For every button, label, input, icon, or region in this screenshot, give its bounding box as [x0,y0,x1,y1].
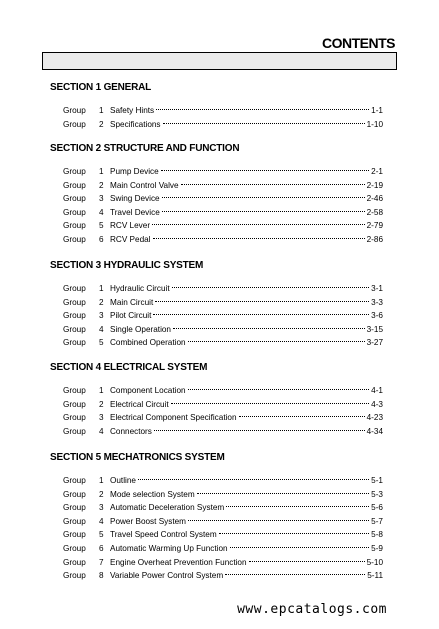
page-number: 1-1 [371,106,383,115]
group-word: Group [63,106,86,115]
group-word: Group [63,503,86,513]
toc-section [50,452,383,583]
dot-leader [239,416,365,417]
page-number: 4-34 [366,426,383,436]
group-number: 3 [99,194,104,204]
group-word: Group [63,476,86,485]
page-number: 5-10 [366,557,383,567]
group-word: Group [63,284,86,293]
group-number: 7 [99,557,104,567]
dot-leader [156,109,369,110]
dot-leader [155,301,369,302]
group-word: Group [63,489,86,499]
toc-entry[interactable] [50,233,383,247]
section-heading: SECTION 4 ELECTRICAL SYSTEM [50,362,208,373]
group-number: 2 [99,297,104,307]
entry-title: Connectors [110,426,152,436]
group-word: Group [63,167,86,176]
entry-title: Safety Hints [110,106,155,115]
group-word: Group [63,207,86,217]
group-word: Group [63,119,86,129]
dot-leader [162,211,365,212]
group-word: Group [63,180,86,190]
page-number: 1-10 [366,119,383,129]
group-word: Group [63,543,86,553]
group-word: Group [63,234,86,244]
entry-title: Hydraulic Circuit [110,284,170,293]
toc-entry[interactable] [50,474,383,488]
group-number: 4 [99,426,104,436]
page-number: 2-86 [366,234,383,244]
dot-leader [152,224,365,225]
dot-leader [171,403,369,404]
page-number: 3-15 [366,324,383,334]
group-number: 6 [99,234,104,244]
entry-title: Automatic Warming Up Function [110,543,228,553]
entry-title: Travel Device [110,207,160,217]
group-number: 4 [99,207,104,217]
entry-title: RCV Pedal [110,234,151,244]
page-number: 2-79 [366,221,383,231]
group-word: Group [63,386,86,395]
group-number: 3 [99,311,104,321]
group-number: 1 [99,476,104,485]
group-number: 3 [99,503,104,513]
page-number: 5-6 [371,503,383,513]
group-number: 5 [99,221,104,231]
entry-title: Electrical Component Specification [110,413,237,423]
toc-entry[interactable] [50,528,383,542]
group-word: Group [63,311,86,321]
dot-leader [225,574,365,575]
dot-leader [219,533,370,534]
group-word: Group [63,297,86,307]
group-number: 2 [99,180,104,190]
section-heading: SECTION 2 STRUCTURE AND FUNCTION [50,143,240,154]
page-number: 2-1 [371,167,383,176]
toc-entry[interactable] [50,501,383,515]
dot-leader [154,430,365,431]
dot-leader [153,238,365,239]
group-word: Group [63,338,86,348]
toc-entry[interactable] [50,282,383,296]
toc-entry[interactable] [50,323,383,337]
group-word: Group [63,399,86,409]
entry-title: RCV Lever [110,221,151,231]
section-heading: SECTION 3 HYDRAULIC SYSTEM [50,260,204,271]
dot-leader [249,561,365,562]
section-heading: SECTION 5 MECHATRONICS SYSTEM [50,452,225,463]
toc-entry[interactable] [50,515,383,529]
group-number: 8 [99,571,104,581]
toc-entry[interactable] [50,556,383,570]
toc-entry[interactable] [50,542,383,556]
page-title: CONTENTS [322,35,395,51]
entry-title: Power Boost System [110,516,186,526]
page-number: 5-7 [371,516,383,526]
group-word: Group [63,194,86,204]
group-word: Group [63,530,86,540]
entry-title: Electrical Circuit [110,399,169,409]
group-word: Group [63,516,86,526]
page-number: 2-19 [366,180,383,190]
toc-entry[interactable] [50,488,383,502]
dot-leader [173,328,365,329]
toc-entry[interactable] [50,569,383,583]
page-number: 5-11 [367,571,383,581]
toc-section [50,362,383,438]
group-number: 6 [99,543,104,553]
toc-entry[interactable] [50,206,383,220]
page-number: 5-8 [371,530,383,540]
group-number: 5 [99,338,104,348]
toc-entry[interactable] [50,398,383,412]
toc-entry[interactable] [50,192,383,206]
section-heading: SECTION 1 GENERAL [50,82,152,93]
entry-title: Variable Power Control System [110,571,224,581]
group-number: 2 [99,119,104,129]
dot-leader [230,547,370,548]
entry-title: Mode selection System [110,489,195,499]
entry-title: Swing Device [110,194,160,204]
toc-entry[interactable] [50,411,383,425]
dot-leader [181,184,365,185]
dot-leader [153,314,369,315]
entry-title: Main Circuit [110,297,154,307]
toc-entry[interactable] [50,219,383,233]
footer-watermark: www.epcatalogs.com [237,602,387,617]
entry-title: Main Control Valve [110,180,179,190]
dot-leader [188,520,369,521]
entry-title: Single Operation [110,324,171,334]
group-number: 4 [99,516,104,526]
group-number: 2 [99,489,104,499]
group-number: 3 [99,413,104,423]
group-word: Group [63,413,86,423]
page-number: 4-23 [366,413,383,423]
entry-title: Combined Operation [110,338,186,348]
dot-leader [197,493,370,494]
dot-leader [226,506,369,507]
dot-leader [138,479,369,480]
toc-entry[interactable] [50,165,383,179]
group-word: Group [63,324,86,334]
dot-leader [172,287,370,288]
dot-leader [163,123,365,124]
page-number: 3-27 [366,338,383,348]
toc-section [50,82,383,131]
title-band [42,52,397,70]
dot-leader [162,197,365,198]
group-number: 1 [99,284,104,293]
page-number: 4-3 [371,399,383,409]
entry-title: Specifications [110,119,161,129]
page-number: 2-58 [366,207,383,217]
toc-entry[interactable] [50,336,383,350]
page-number: 3-1 [371,284,383,293]
dot-leader [161,170,369,171]
page-number: 3-6 [371,311,383,321]
group-word: Group [63,557,86,567]
entry-title: Pilot Circuit [110,311,152,321]
page-number: 3-3 [371,297,383,307]
group-number: 5 [99,530,104,540]
toc-entry[interactable] [50,104,383,118]
page-number: 5-3 [371,489,383,499]
group-word: Group [63,426,86,436]
entry-title: Pump Device [110,167,159,176]
group-number: 4 [99,324,104,334]
dot-leader [188,341,365,342]
page-number: 4-1 [371,386,383,395]
toc-entry[interactable] [50,118,383,132]
toc-entry[interactable] [50,384,383,398]
toc-entry[interactable] [50,425,383,439]
entry-title: Component Location [110,386,186,395]
group-number: 2 [99,399,104,409]
page-number: 2-46 [366,194,383,204]
group-number: 1 [99,167,104,176]
toc-section [50,260,383,350]
toc-entry[interactable] [50,179,383,193]
group-word: Group [63,571,86,581]
entry-title: Outline [110,476,136,485]
toc-entry[interactable] [50,309,383,323]
dot-leader [188,389,370,390]
group-number: 1 [99,106,104,115]
group-word: Group [63,221,86,231]
group-number: 1 [99,386,104,395]
page-number: 5-1 [371,476,383,485]
page-number: 5-9 [371,543,383,553]
entry-title: Automatic Deceleration System [110,503,225,513]
toc-entry[interactable] [50,296,383,310]
entry-title: Engine Overheat Prevention Function [110,557,247,567]
entry-title: Travel Speed Control System [110,530,217,540]
toc-section [50,143,383,247]
